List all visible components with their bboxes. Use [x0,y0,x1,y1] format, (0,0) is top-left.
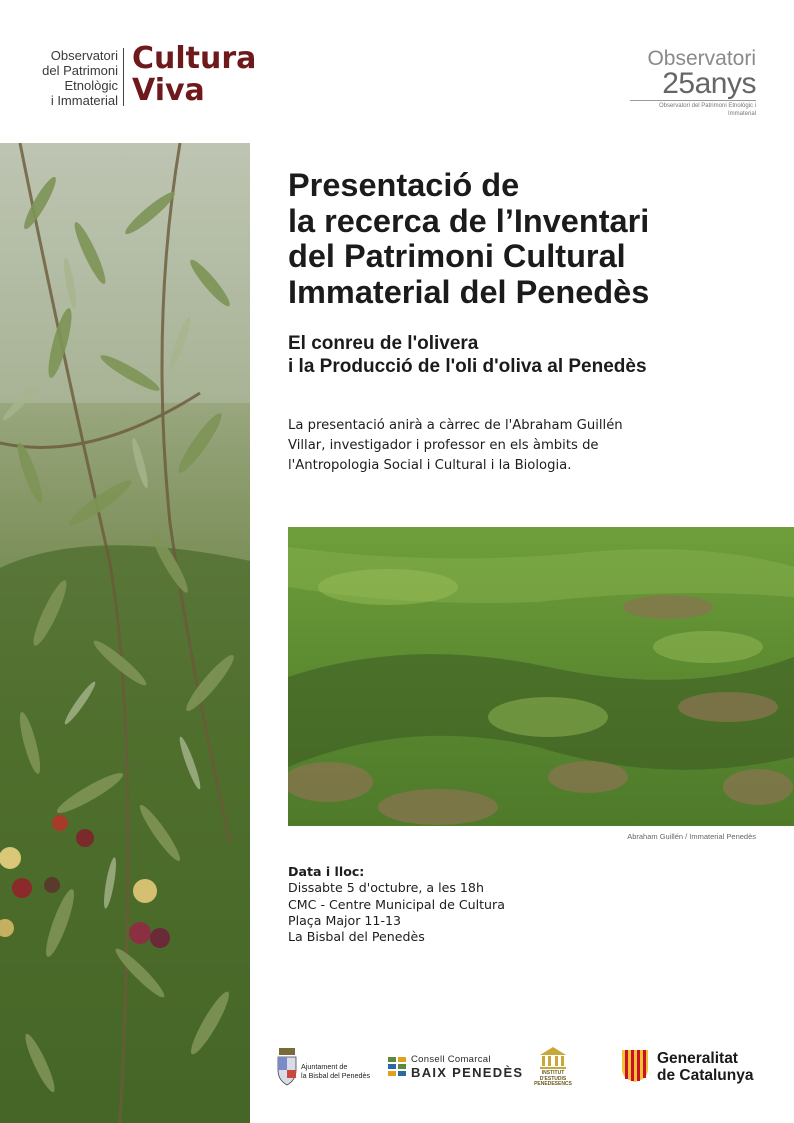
ajuntament-line: Ajuntament de [301,1062,348,1071]
generalitat-senyera-icon [620,1049,650,1083]
ajuntament-line: la Bisbal del Penedès [301,1071,371,1080]
observatori-25-line3: Observatori del Patrimoni Etnològic i Immaterial [630,100,756,118]
intro-paragraph [288,416,648,476]
grass-field-photo [288,527,794,826]
olive-tree-photo [0,143,250,1123]
observatori-line: Observatori [50,48,118,63]
event-details [288,864,588,945]
observatori-line: i Immaterial [50,93,118,108]
subtitle-line: El conreu de l'olivera [288,333,479,354]
consell-comarcal-icon [386,1055,408,1077]
observatori-25-line2: 25anys [662,67,756,100]
institut-estudis-icon [538,1046,568,1070]
details-line: Dissabte 5 d'octubre, a les 18h [288,880,484,896]
generalitat-line: de Catalunya [657,1067,754,1084]
observatori-line: del Patrimoni [42,63,118,78]
event-title [288,168,768,310]
bisbal-coat-of-arms-icon [276,1048,298,1086]
observatori-25-line1: Observatori [647,47,756,70]
cultura-viva-line: Viva [132,73,205,108]
observatori-logo-text [38,48,118,108]
title-line: la recerca de l’Inventari [288,202,650,239]
observatori-line: Etnològic [64,78,118,93]
title-line: del Patrimoni Cultural [288,238,626,274]
observatori-25anys-logo [630,48,756,118]
consell-comarcal-line2: BAIX PENEDÈS [411,1065,524,1080]
subtitle-line: i la Producció de l'oli d'oliva al Penedès [288,356,647,377]
institut-estudis-text [533,1071,573,1088]
institut-line: D'ESTUDIS [539,1075,567,1082]
event-subtitle [288,332,768,378]
ajuntament-logo-text [301,1062,370,1080]
consell-comarcal-line1: Consell Comarcal [411,1054,491,1065]
title-line: Presentació de [288,167,520,203]
details-line: CMC - Centre Municipal de Cultura [288,896,505,912]
title-line: Immaterial del Penedès [288,273,650,310]
details-label: Data i lloc: [288,864,365,879]
cultura-viva-line: Cultura [132,41,257,76]
intro-line: l'Antropologia Social i Cultural i la Biologia. [288,458,572,473]
photo-credit: Abraham Guillén / Immaterial Penedès [627,832,756,841]
generalitat-line: Generalitat [657,1050,738,1067]
details-line: Plaça Major 11-13 [288,912,402,928]
cultura-viva-logo [132,43,256,107]
institut-line: INSTITUT [541,1070,565,1076]
intro-line: Villar, investigador i professor en els àmbits de [288,438,599,453]
logo-divider [123,48,124,106]
details-line: La Bisbal del Penedès [288,929,425,945]
institut-line: PENEDESENCS [534,1081,572,1088]
intro-line: La presentació anirà a càrrec de l'Abraham Guillén [288,418,623,433]
generalitat-logo-text [657,1050,753,1084]
